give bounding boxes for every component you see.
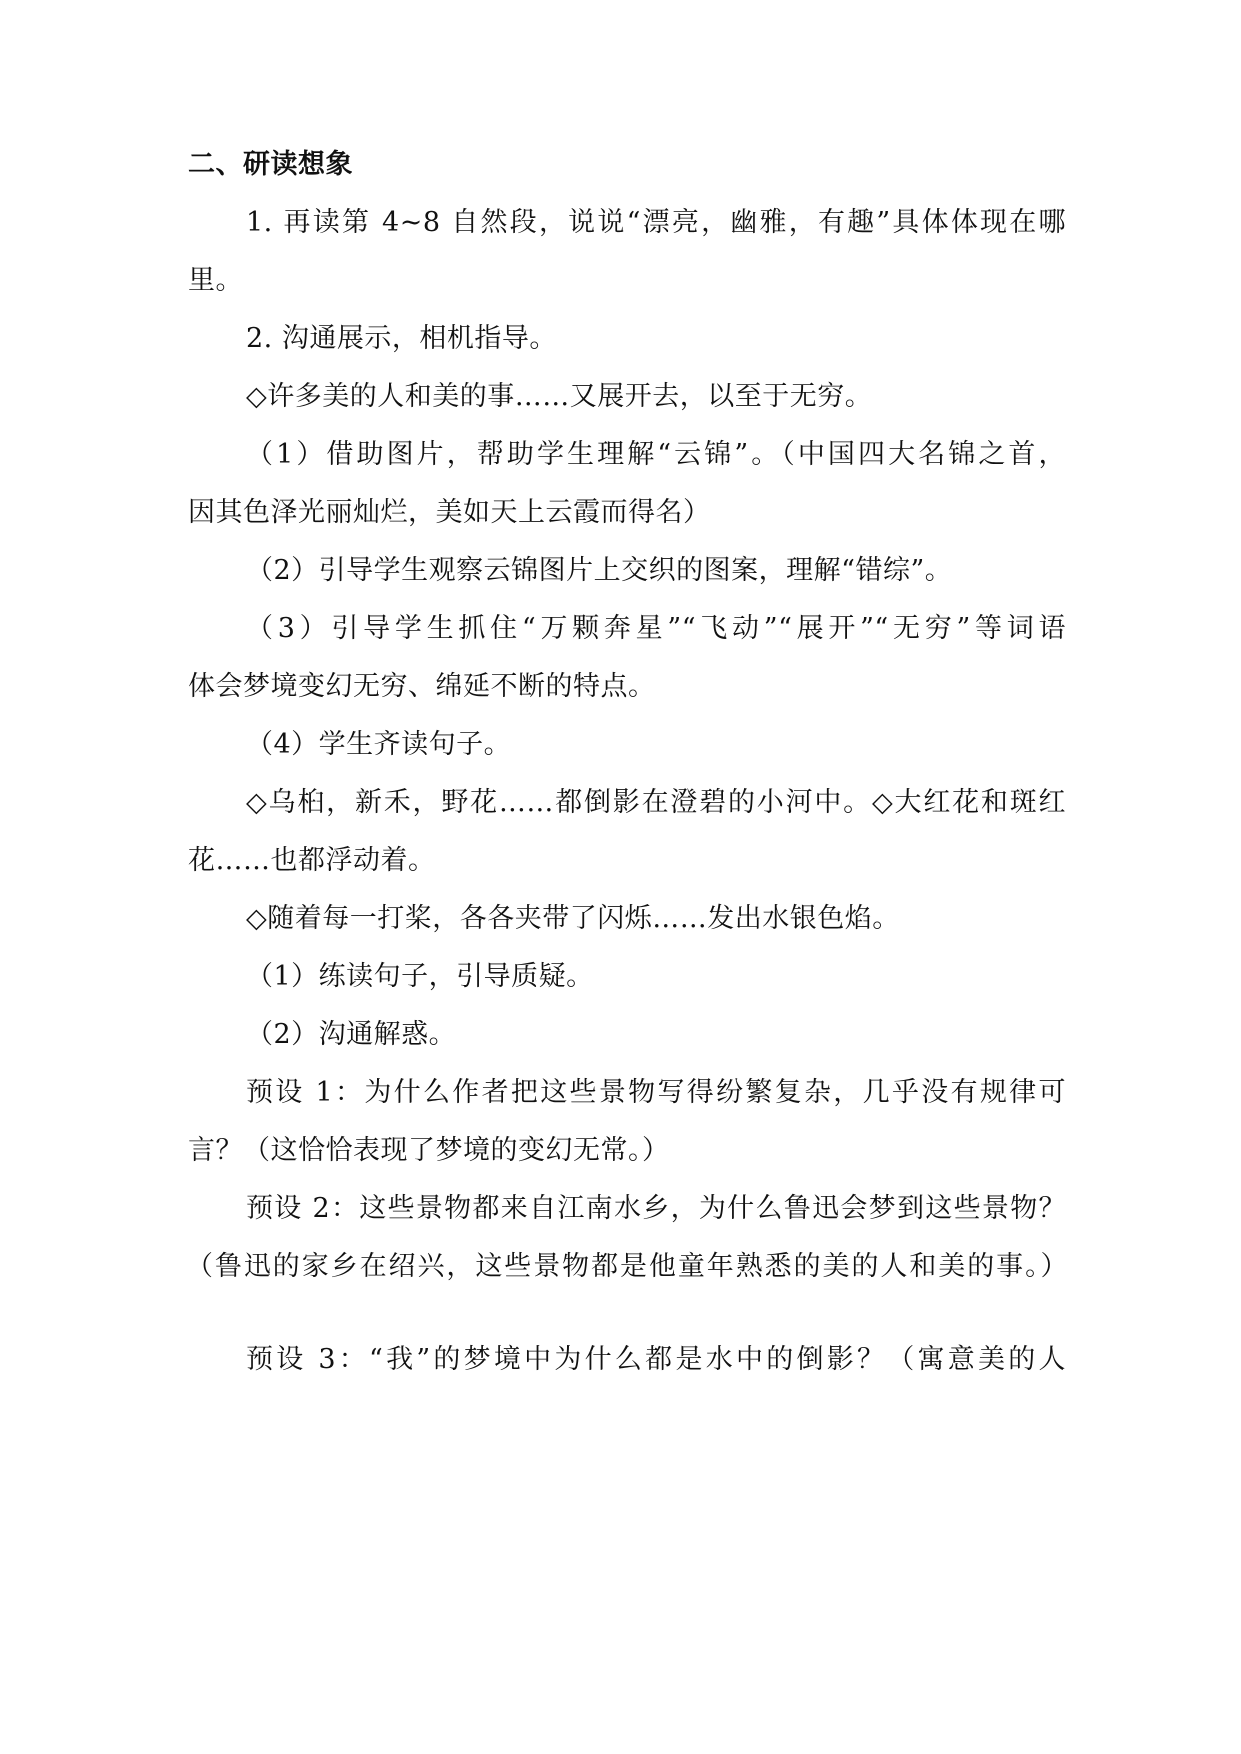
paragraph-line: ◇乌桕，新禾，野花……都倒影在澄碧的小河中。◇大红花和斑红	[246, 787, 1066, 818]
paragraph-line: （2）沟通解惑。	[246, 1019, 457, 1050]
paragraph-line: 里。	[188, 265, 243, 296]
paragraph-line: ◇随着每一打桨，各各夹带了闪烁……发出水银色焰。	[246, 903, 900, 934]
paragraph-line: 预设 3：“我”的梦境中为什么都是水中的倒影？（寓意美的人	[246, 1344, 1066, 1375]
paragraph-line: （鲁迅的家乡在绍兴，这些景物都是他童年熟悉的美的人和美的事。）	[186, 1251, 1068, 1282]
paragraph-line: （4）学生齐读句子。	[246, 729, 512, 760]
paragraph-line: 言？（这恰恰表现了梦境的变幻无常。）	[188, 1135, 670, 1166]
paragraph-line: 2. 沟通展示，相机指导。	[246, 323, 557, 354]
paragraph-line: （1）借助图片，帮助学生理解“云锦”。（中国四大名锦之首，	[246, 439, 1066, 470]
paragraph-line: 因其色泽光丽灿烂，美如天上云霞而得名）	[188, 497, 711, 528]
paragraph-line: 1. 再读第 4~8 自然段，说说“漂亮，幽雅，有趣”具体体现在哪	[246, 207, 1066, 238]
paragraph-line: 体会梦境变幻无穷、绵延不断的特点。	[188, 671, 656, 702]
paragraph-line: 预设 2：这些景物都来自江南水乡，为什么鲁迅会梦到这些景物？	[246, 1193, 1066, 1224]
section-title: 二、研读想象	[188, 149, 353, 180]
paragraph-line: （1）练读句子，引导质疑。	[246, 961, 594, 992]
paragraph-line: ◇许多美的人和美的事……又展开去，以至于无穷。	[246, 381, 873, 412]
paragraph-line: （2）引导学生观察云锦图片上交织的图案，理解“错综”。	[246, 555, 953, 586]
paragraph-line: （3）引导学生抓住“万颗奔星”“飞动”“展开”“无穷”等词语	[246, 613, 1066, 644]
paragraph-line: 预设 1：为什么作者把这些景物写得纷繁复杂，几乎没有规律可	[246, 1077, 1066, 1108]
paragraph-line: 花……也都浮动着。	[188, 845, 436, 876]
